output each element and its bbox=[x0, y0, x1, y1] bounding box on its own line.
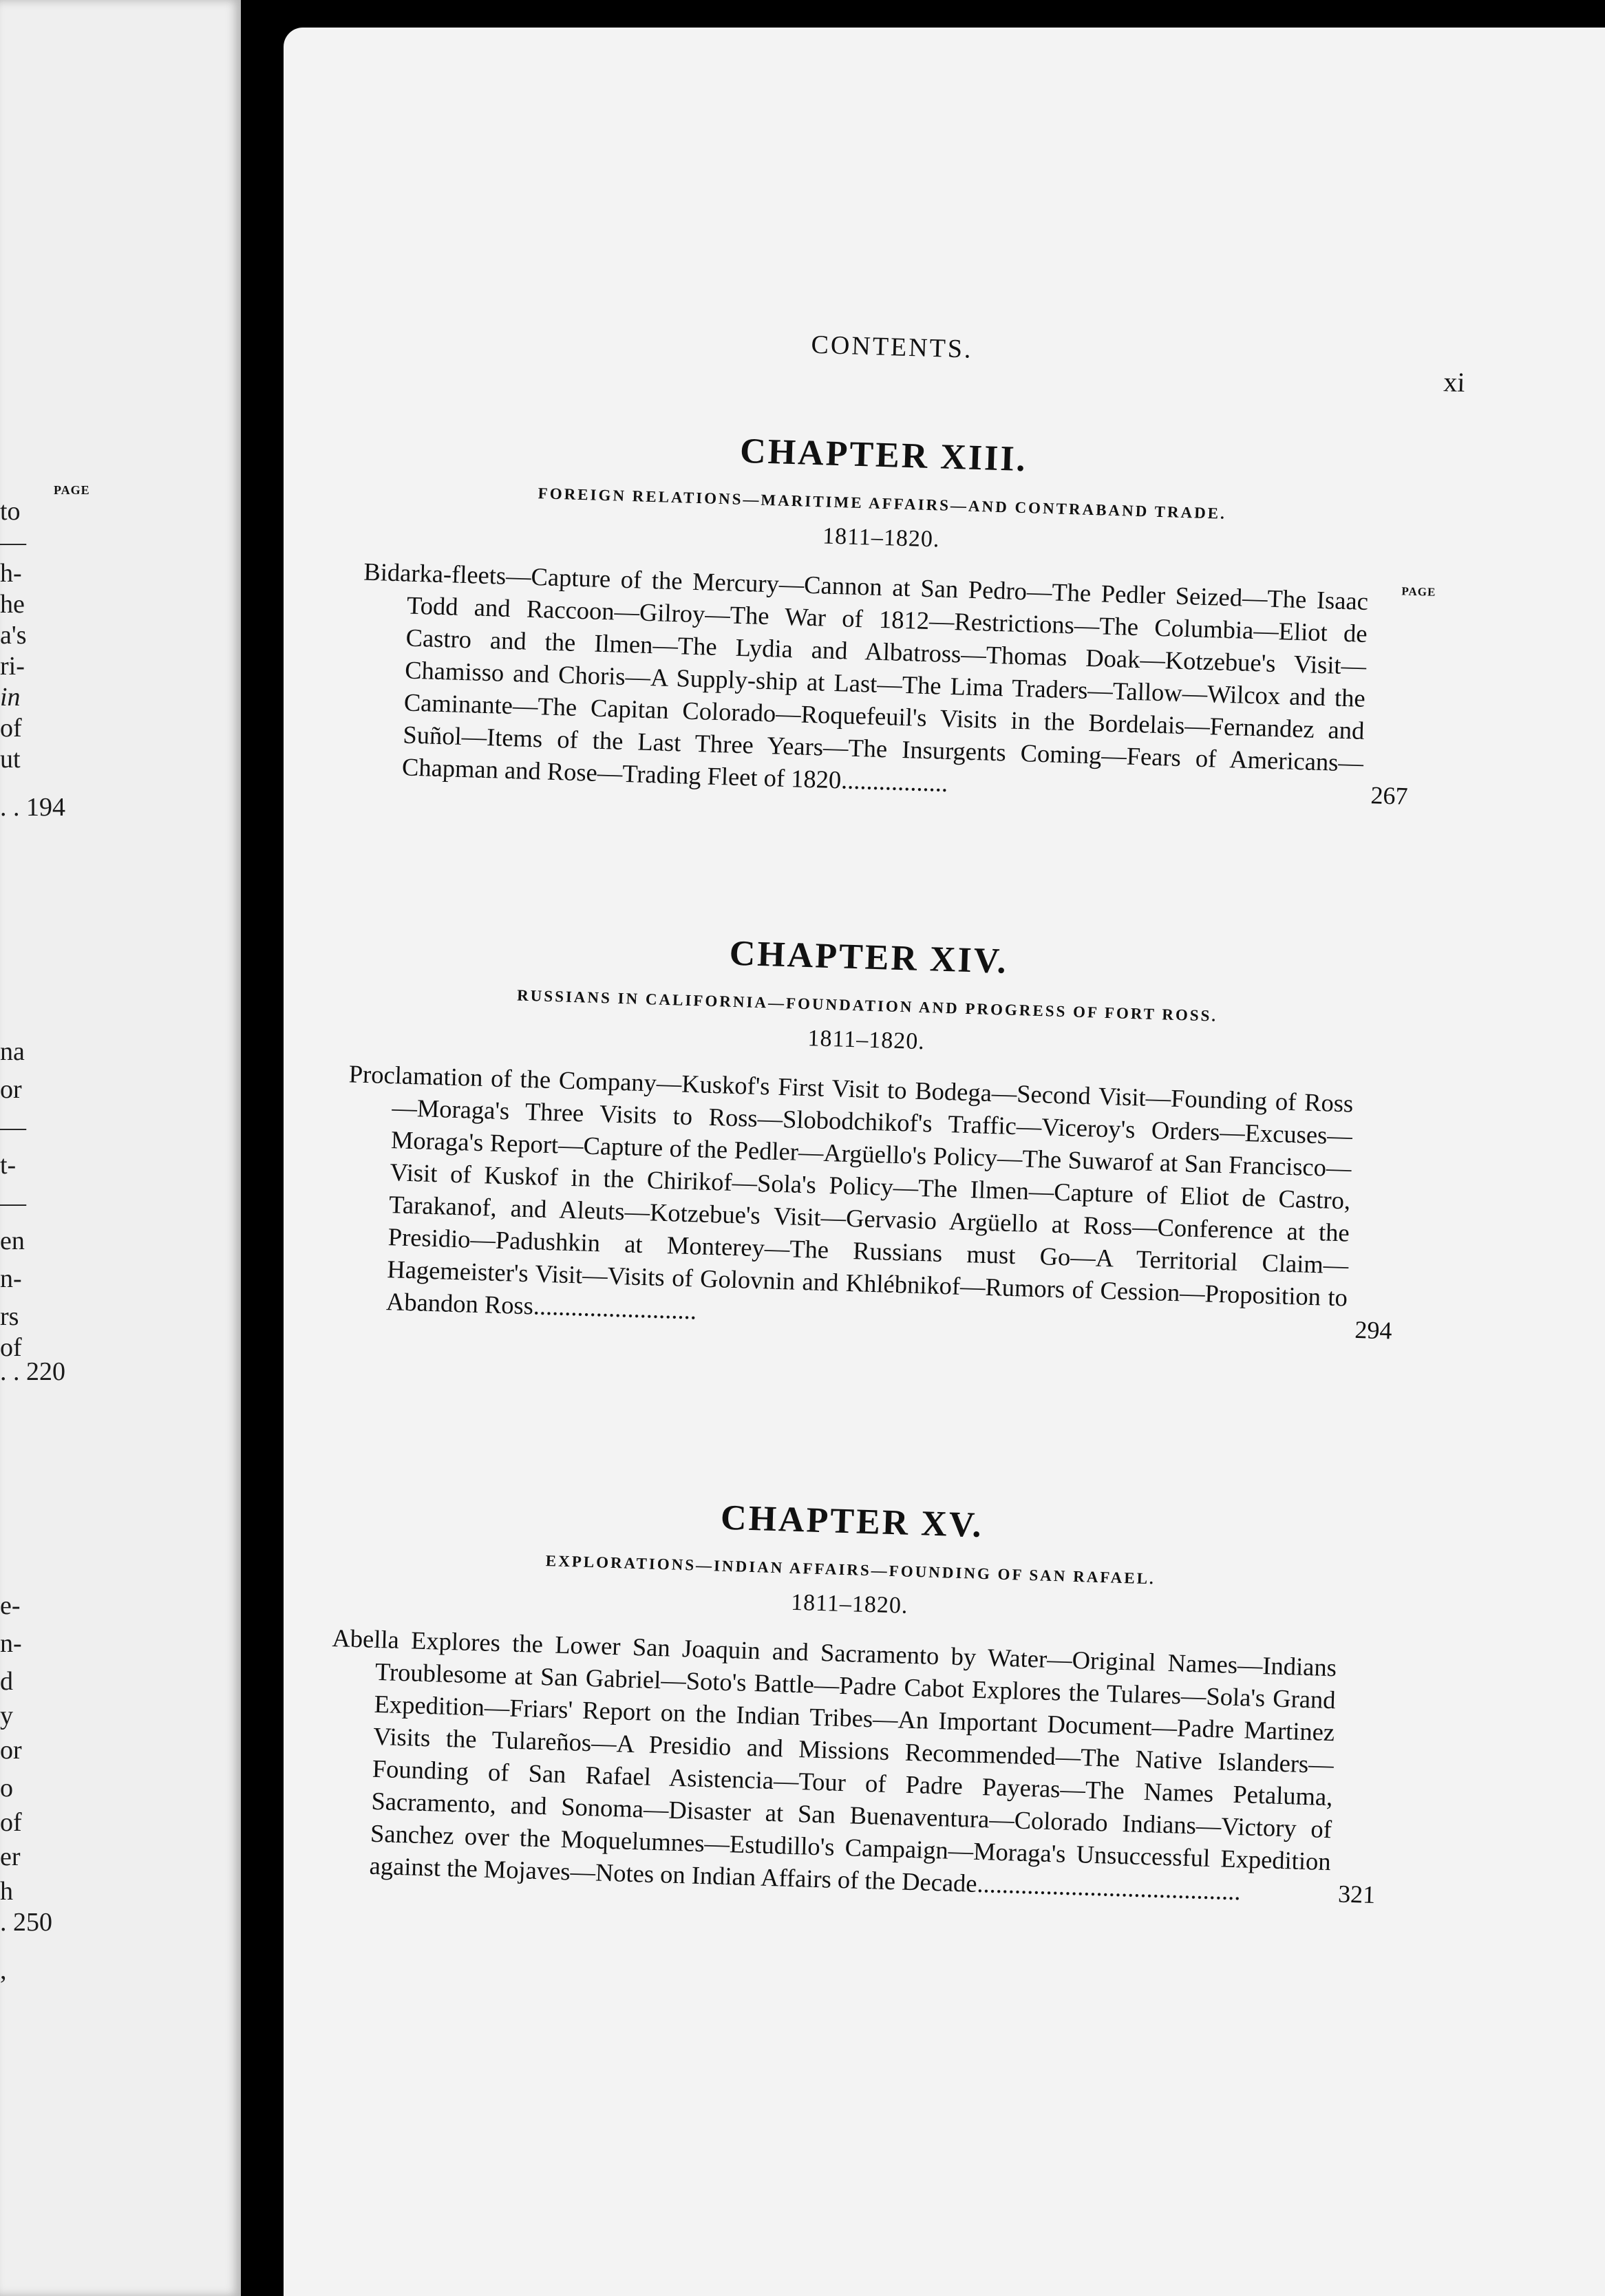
left-fragment-page: . . 220 bbox=[0, 1357, 65, 1386]
chapter-title: CHAPTER XIV. bbox=[729, 933, 1009, 981]
left-fragment: n- bbox=[0, 1629, 22, 1658]
page-column-label: PAGE bbox=[1401, 584, 1436, 599]
chapter-title: CHAPTER XV. bbox=[720, 1498, 984, 1545]
left-fragment: in bbox=[0, 683, 21, 712]
left-fragment: — bbox=[0, 528, 26, 557]
summary-text: Abella Explores the Lower San Joaquin and Sacramento by Water—Original Names—Indians Troublesome at San Gabriel—Soto's Battle—Padre Cabot Explores the Tulares—Sola's Grand Expedition—Friars' Report on the Indian Tribes—An Important Document—Padre Martinez Visits the Tulareños—A Presidio and Missions Recommended—The Native Islanders—Founding of San Rafael Asistencia—Tour of Padre Payeras—The Names Petaluma, Sacramento, and Sonoma—Disaster at San Buenaventura—Colorado Indians—Victory of Sanchez over the Moquelumnes—Estudillo's Campaign—Moraga's Unsuccessful Expedition against the Mojaves—Notes on Indian Affairs of the Decade.......................................... bbox=[331, 1623, 1337, 1906]
chapter-years: 1811–1820. bbox=[807, 1025, 926, 1055]
chapter-entry bbox=[325, 1486, 1376, 1911]
left-page bbox=[0, 0, 241, 2296]
page-folio: xi bbox=[1443, 366, 1466, 398]
left-fragment: h bbox=[0, 1877, 13, 1906]
left-fragment: rs bbox=[0, 1302, 19, 1331]
left-fragment: h- bbox=[0, 559, 22, 588]
chapter-subtitle: EXPLORATIONS—INDIAN AFFAIRS—FOUNDING OF SAN RAFAEL. bbox=[545, 1552, 1156, 1588]
left-fragment: n- bbox=[0, 1264, 22, 1293]
left-fragment: or bbox=[0, 1075, 22, 1104]
left-fragment: e- bbox=[0, 1591, 21, 1620]
chapter-summary bbox=[325, 1622, 1376, 1911]
left-fragment: of bbox=[0, 714, 22, 743]
left-fragment: — bbox=[0, 1113, 26, 1142]
summary-text: Proclamation of the Company—Kuskof's First Visit to Bodega—Second Visit—Founding of Ross—Moraga's Three Visits to Ross—Slobodchikof's Traffic—Viceroy's Orders—Excuses—Moraga's Report—Capture of the Pedler—Argüello's Policy—The Suwarof at San Francisco—Visit of Kuskof in the Chirikof—Sola's Policy—The Ilmen—Capture of Eliot de Castro, Tarakanof, and Aleuts—Kotzebue's Visit—Gervasio Argüello at Ross—Conference at the Presidio—Padushkin at Monterey—The Russians must Go—A Territorial Claim—Hagemeister's Visit—Visits of Golovnin and Khlébnikof—Rumors of Cession—Proposition to Abandon Ross.......................... bbox=[348, 1059, 1354, 1325]
left-fragment: y bbox=[0, 1701, 13, 1730]
running-head: CONTENTS. bbox=[810, 330, 974, 364]
chapter-summary bbox=[357, 555, 1409, 812]
chapter-page-number: 294 bbox=[1354, 1315, 1393, 1345]
left-fragment: of bbox=[0, 1808, 22, 1837]
left-fragment: d bbox=[0, 1667, 13, 1696]
chapter-years: 1811–1820. bbox=[790, 1589, 908, 1619]
chapter-entry bbox=[341, 922, 1393, 1346]
chapter-page-number: 321 bbox=[1337, 1880, 1376, 1909]
left-fragment: ut bbox=[0, 745, 21, 774]
left-fragment: or bbox=[0, 1736, 22, 1765]
chapter-title: CHAPTER XIII. bbox=[739, 431, 1028, 480]
chapter-subtitle: FOREIGN RELATIONS—MARITIME AFFAIRS—AND CONTRABAND TRADE. bbox=[538, 485, 1227, 522]
left-fragment: en bbox=[0, 1226, 25, 1255]
left-fragment: ri- bbox=[0, 652, 25, 681]
left-fragment-page: . . 194 bbox=[0, 793, 65, 822]
left-fragment: t- bbox=[0, 1151, 17, 1180]
left-fragment-page: . 250 bbox=[0, 1908, 52, 1937]
chapter-summary bbox=[341, 1057, 1393, 1346]
book-gutter bbox=[241, 0, 284, 2296]
right-page bbox=[284, 28, 1605, 2296]
contents-column bbox=[331, 28, 1466, 1909]
chapter-page-number: 267 bbox=[1370, 781, 1409, 810]
left-fragment: a's bbox=[0, 621, 27, 650]
left-fragment: he bbox=[0, 590, 25, 619]
chapter-subtitle: RUSSIANS IN CALIFORNIA—FOUNDATION AND PROGRESS OF FORT ROSS. bbox=[516, 986, 1218, 1025]
left-fragment: of bbox=[0, 1333, 22, 1362]
left-fragment: er bbox=[0, 1842, 21, 1871]
left-fragment: to bbox=[0, 497, 21, 526]
left-fragment: , bbox=[0, 1956, 7, 1985]
left-fragment: — bbox=[0, 1189, 26, 1218]
left-fragment: o bbox=[0, 1774, 13, 1803]
left-fragment: na bbox=[0, 1037, 25, 1066]
left-page-label: PAGE bbox=[54, 483, 90, 497]
chapter-entry bbox=[357, 420, 1436, 812]
chapter-years: 1811–1820. bbox=[822, 523, 940, 553]
summary-text: Bidarka-fleets—Capture of the Mercury—Cannon at San Pedro—The Pedler Seized—The Isaac Todd and Raccoon—Gilroy—The War of 1812—Restrictions—The Columbia—Eliot de Castro and the Ilmen—The Lydia and Albatross—Thomas Doak—Kotzebue's Visit—Chamisso and Choris—A Supply-ship at Last—The Lima Traders—Tallow—Wilcox and the Caminante—The Capitan Colorado—Roquefeuil's Visits in the Bordelais—Fernandez and Suñol—Items of the Last Three Years—The Insurgents Coming—Fears of Americans—Chapman and Rose—Trading Fleet of 1820................. bbox=[363, 557, 1369, 797]
